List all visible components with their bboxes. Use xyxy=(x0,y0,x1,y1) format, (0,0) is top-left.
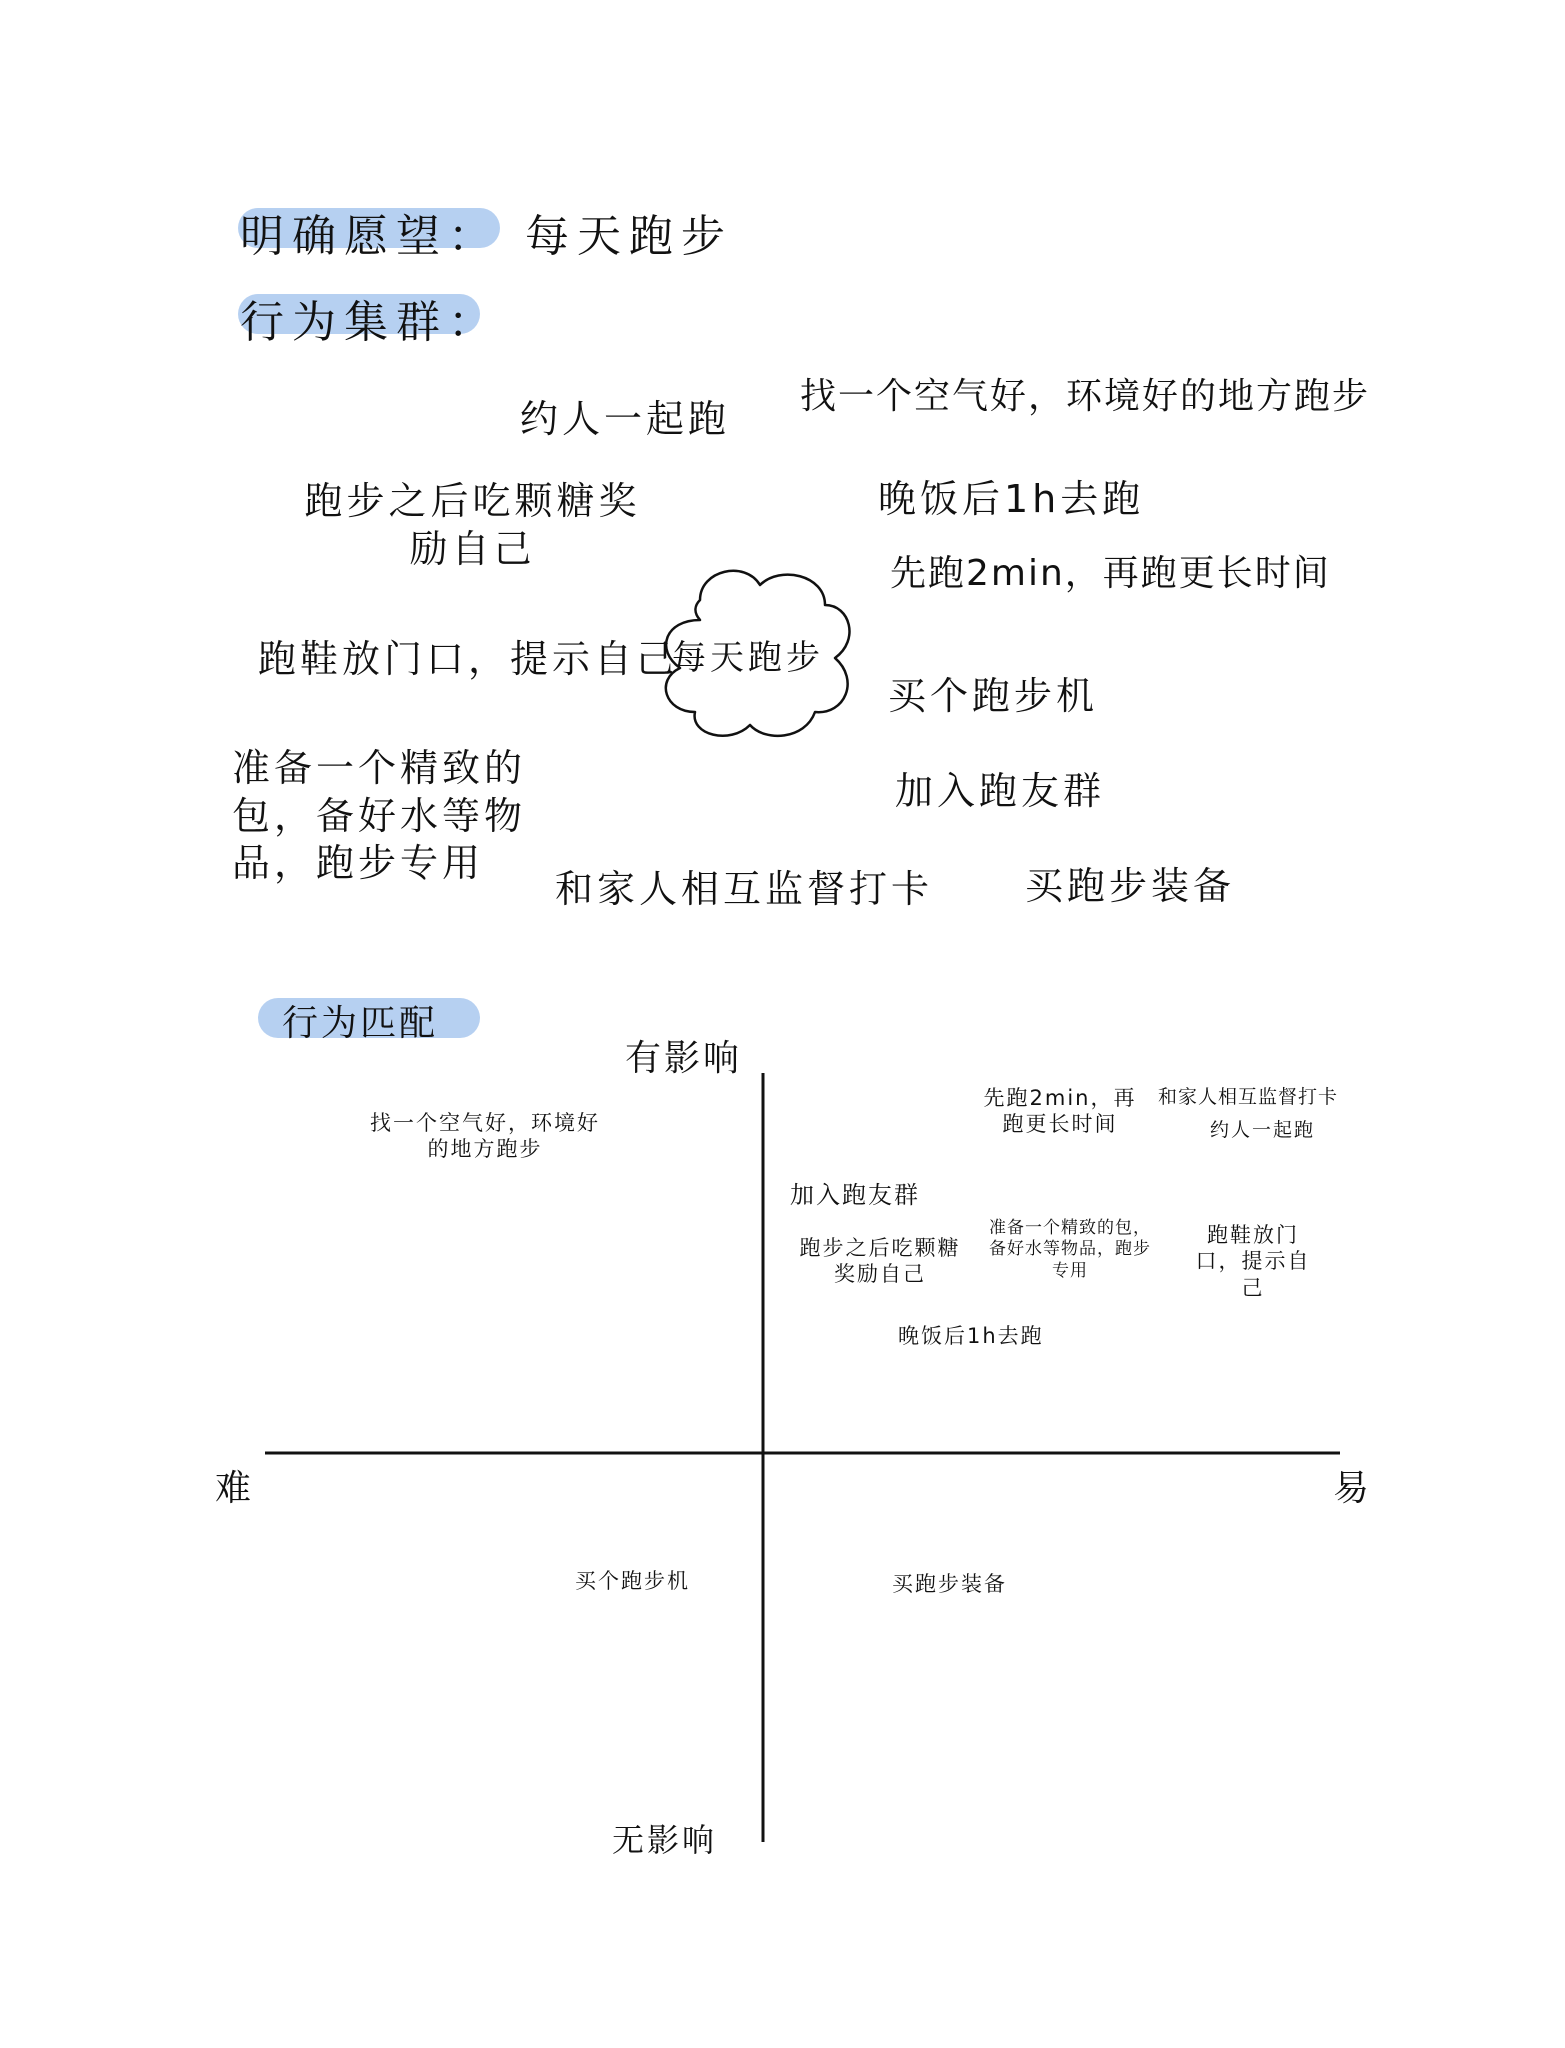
matrix-item-after-dinner: 晚饭后1h去跑 xyxy=(898,1324,1044,1348)
cluster-item-bag: 准备一个精致的包，备好水等物品，跑步专用 xyxy=(232,746,527,885)
cluster-item-treadmill: 买个跑步机 xyxy=(888,674,1099,718)
cluster-label: 行为集群： xyxy=(240,297,500,348)
cluster-item-run-group: 加入跑友群 xyxy=(895,769,1106,813)
matrix-item-gear: 买跑步装备 xyxy=(892,1572,1007,1596)
matrix-item-shoes-door: 跑鞋放门口，提示自己 xyxy=(1195,1223,1311,1300)
cluster-item-family-checkin: 和家人相互监督打卡 xyxy=(555,867,934,911)
cluster-center: 每天跑步 xyxy=(672,638,824,678)
cluster-item-shoes-door: 跑鞋放门口，提示自己 xyxy=(258,637,679,681)
cluster-item-candy-reward: 跑步之后吃颗糖奖励自己 xyxy=(304,479,641,571)
goal-label: 明确愿望： xyxy=(240,211,500,262)
matrix-item-treadmill: 买个跑步机 xyxy=(575,1569,690,1593)
cluster-item-gear: 买跑步装备 xyxy=(1025,864,1236,908)
cluster-item-2min: 先跑2min，再跑更长时间 xyxy=(890,553,1331,594)
matrix-item-family-checkin: 和家人相互监督打卡 xyxy=(1158,1086,1339,1108)
axis-label-bottom: 无影响 xyxy=(612,1821,718,1859)
matrix-item-candy-reward: 跑步之后吃颗糖奖励自己 xyxy=(799,1236,961,1287)
cluster-item-after-dinner: 晚饭后1h去跑 xyxy=(878,477,1145,521)
matrix-item-good-place: 找一个空气好，环境好的地方跑步 xyxy=(370,1111,600,1162)
matrix-item-2min: 先跑2min，再跑更长时间 xyxy=(983,1086,1137,1137)
axis-label-top: 有影响 xyxy=(625,1038,743,1079)
cluster-item-good-place: 找一个空气好，环境好的地方跑步 xyxy=(800,376,1371,417)
matrix-item-run-group: 加入跑友群 xyxy=(790,1181,920,1209)
matrix-item-bag: 准备一个精致的包，备好水等物品，跑步专用 xyxy=(989,1218,1151,1281)
cluster-item-find-partner: 约人一起跑 xyxy=(520,397,731,441)
matrix-item-find-partner: 约人一起跑 xyxy=(1210,1119,1316,1141)
matrix-title: 行为匹配 xyxy=(282,1003,439,1044)
axis-label-left: 难 xyxy=(215,1468,255,1509)
goal-value: 每天跑步 xyxy=(525,211,733,262)
axis-label-right: 易 xyxy=(1333,1468,1373,1509)
